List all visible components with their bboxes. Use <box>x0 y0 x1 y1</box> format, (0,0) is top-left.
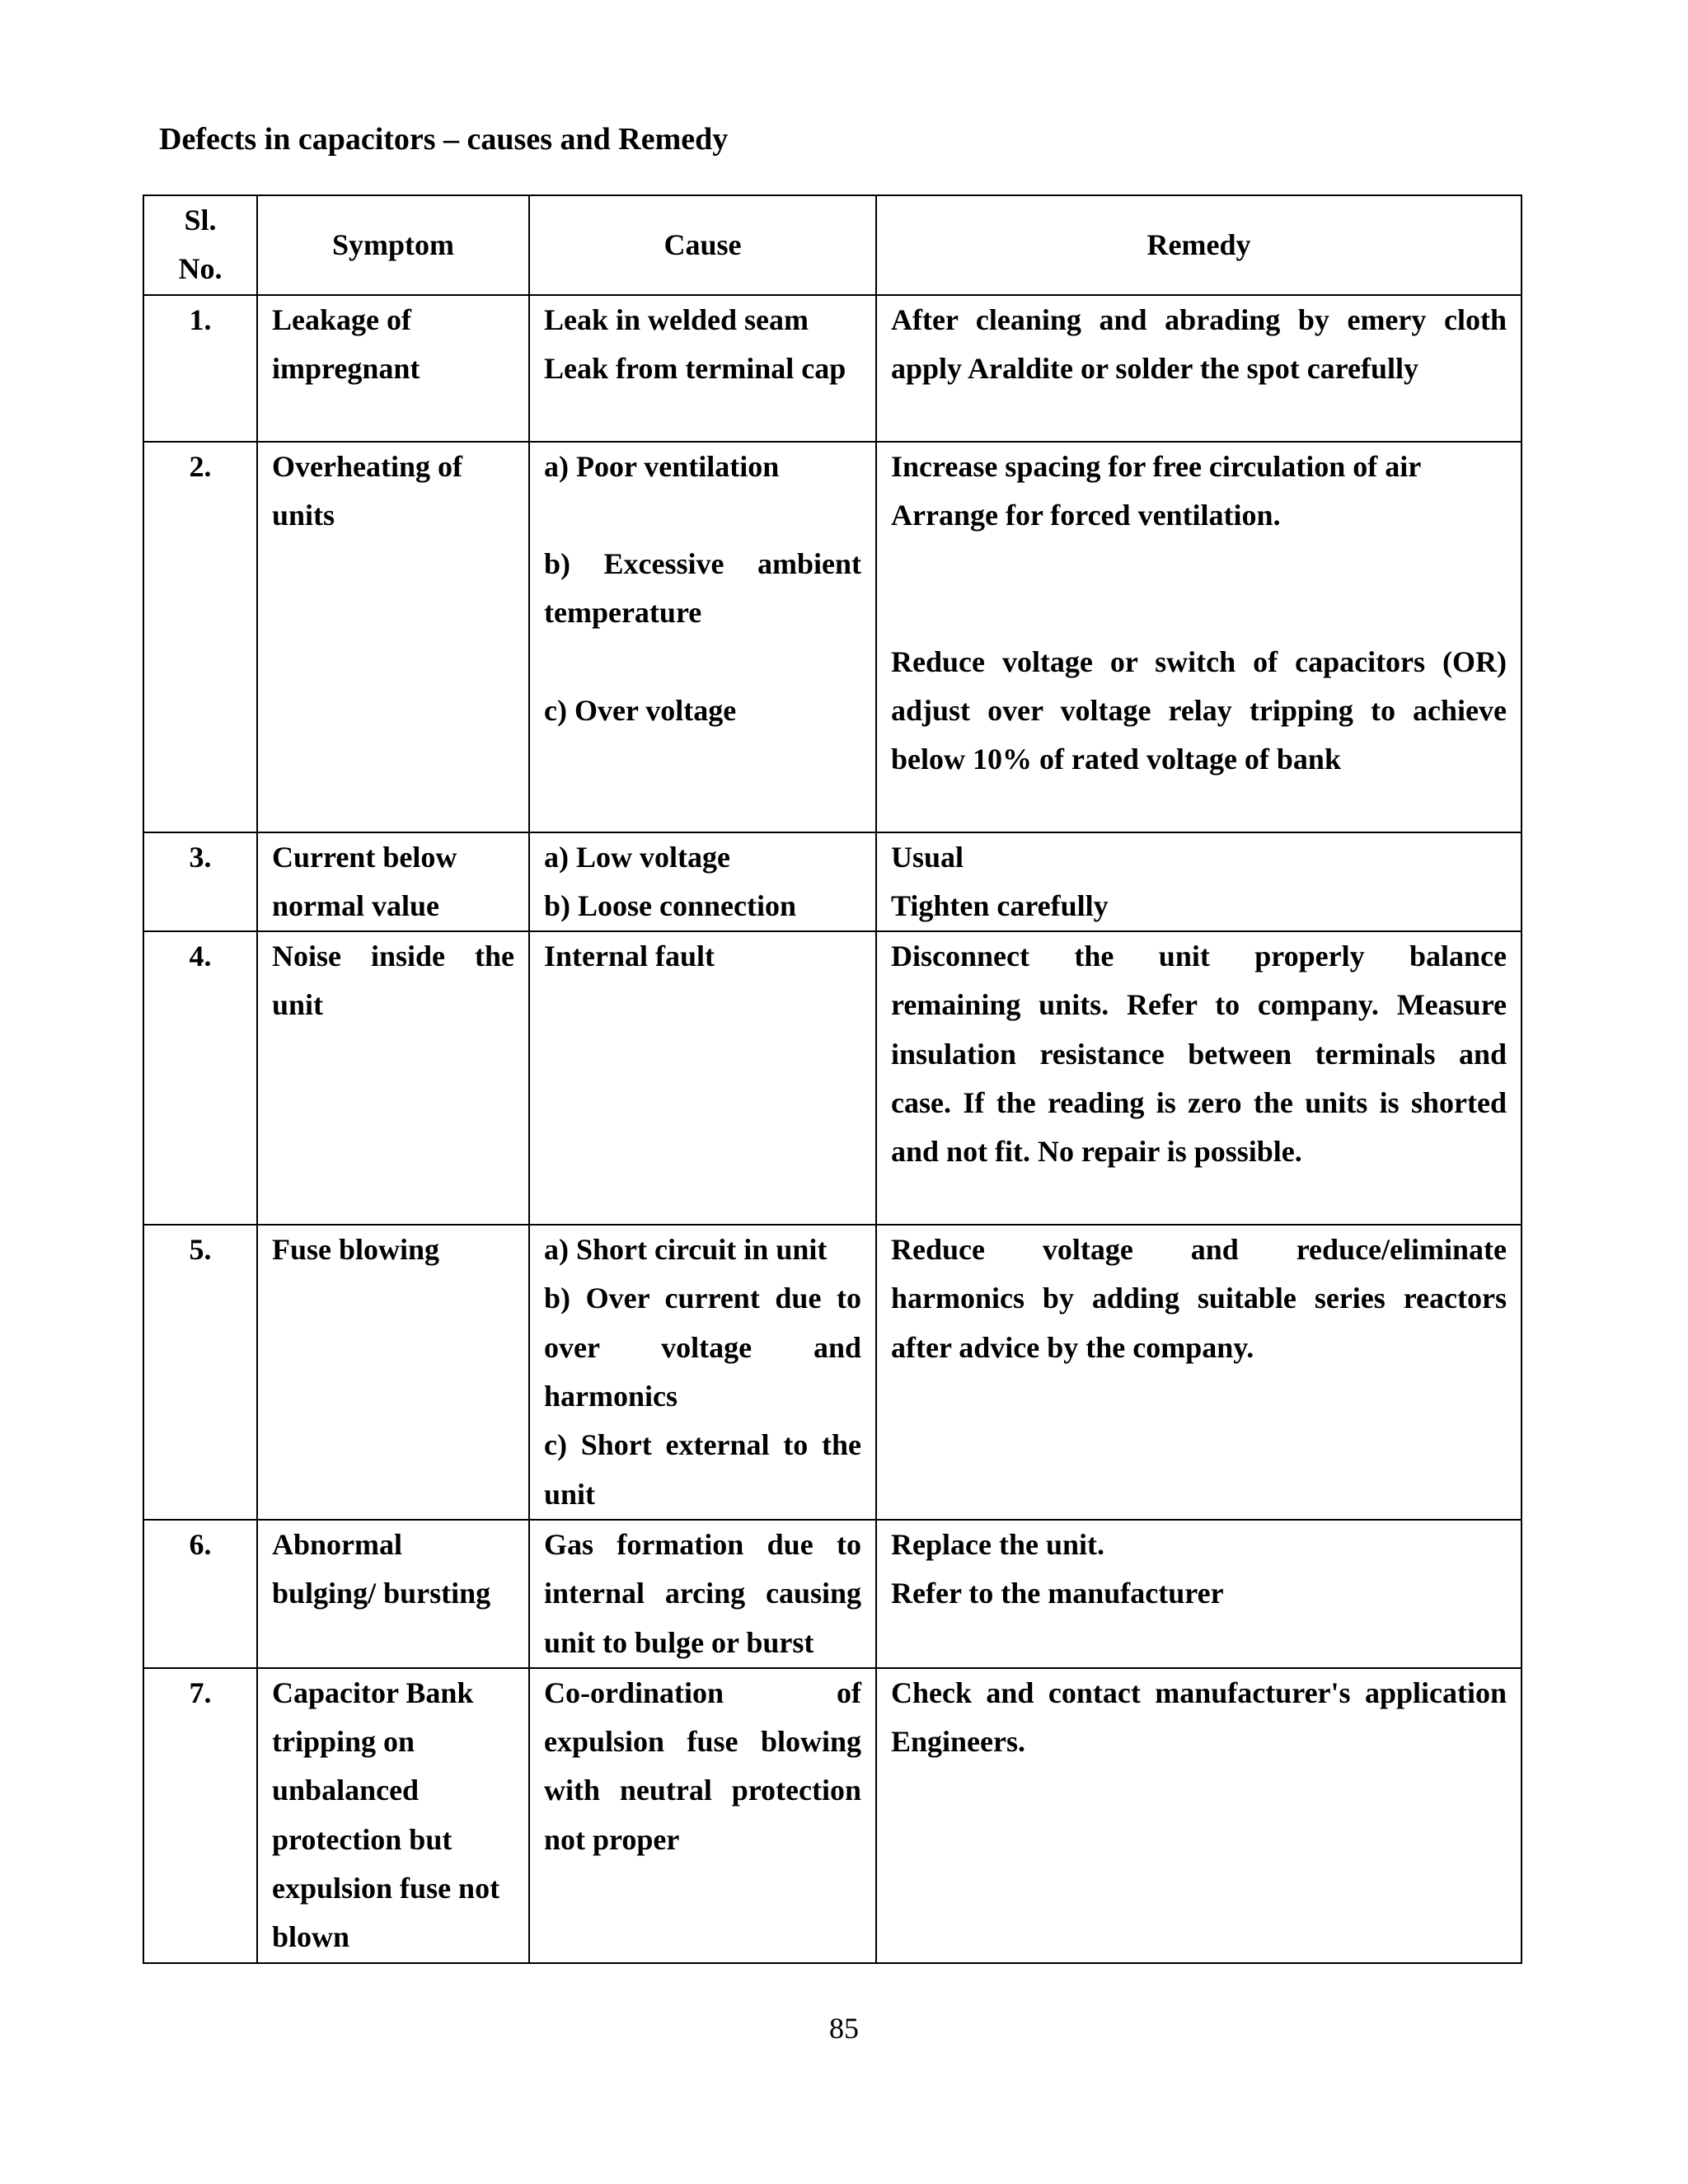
cause-cell: Internal fault <box>529 931 876 1225</box>
table-row <box>143 1520 1522 1668</box>
cause-cell: Co-ordination of expulsion fuse blowing with neutral protection not proper <box>529 1668 876 1963</box>
remedy-cell: Usual Tighten carefully <box>876 832 1522 932</box>
symptom-cell: Fuse blowing <box>257 1225 529 1520</box>
header-sl-no: Sl. No. <box>143 195 257 295</box>
symptom-cell: Current below normal value <box>257 832 529 932</box>
table-row <box>143 442 1522 832</box>
remedy-cell: Disconnect the unit properly balance remaining units. Refer to company. Measure insulation resistance between terminals and case. If the reading is zero the units is shorted and not fit. No repair is possible. <box>876 931 1522 1225</box>
symptom-cell: Abnormal bulging/ bursting <box>257 1520 529 1668</box>
symptom-cell: Overheating of units <box>257 442 529 832</box>
row-number: 6. <box>143 1520 257 1668</box>
table-row <box>143 1668 1522 1963</box>
page-number: 85 <box>829 2012 859 2045</box>
row-number: 2. <box>143 442 257 832</box>
header-cause: Cause <box>529 195 876 295</box>
remedy-cell: Increase spacing for free circulation of air Arrange for forced ventilation. Reduce voltage or switch of capacitors (OR) adjust over voltage relay tripping to achieve below 10% of rated voltage of bank <box>876 442 1522 832</box>
cause-cell: Gas formation due to internal arcing causing unit to bulge or burst <box>529 1520 876 1668</box>
remedy-cell: After cleaning and abrading by emery cloth apply Araldite or solder the spot carefully <box>876 295 1522 442</box>
symptom-cell: Capacitor Bank tripping on unbalanced protection but expulsion fuse not blown <box>257 1668 529 1963</box>
page-title: Defects in capacitors – causes and Remedy <box>159 122 729 157</box>
symptom-cell: Noise inside the unit <box>257 931 529 1225</box>
header-symptom: Symptom <box>257 195 529 295</box>
row-number: 7. <box>143 1668 257 1963</box>
table-row <box>143 295 1522 442</box>
remedy-cell: Replace the unit. Refer to the manufacturer <box>876 1520 1522 1668</box>
symptom-cell: Leakage of impregnant <box>257 295 529 442</box>
table-row <box>143 931 1522 1225</box>
table-row <box>143 1225 1522 1520</box>
row-number: 5. <box>143 1225 257 1520</box>
row-number: 1. <box>143 295 257 442</box>
cause-cell: a) Short circuit in unit b) Over current due to over voltage and harmonics c) Short external to the unit <box>529 1225 876 1520</box>
table-row <box>143 832 1522 932</box>
cause-cell: a) Low voltage b) Loose connection <box>529 832 876 932</box>
header-remedy: Remedy <box>876 195 1522 295</box>
row-number: 3. <box>143 832 257 932</box>
cause-cell: a) Poor ventilation b) Excessive ambient temperature c) Over voltage <box>529 442 876 832</box>
table-header-row <box>143 195 1522 295</box>
defects-table <box>143 194 1522 1964</box>
remedy-cell: Reduce voltage and reduce/eliminate harmonics by adding suitable series reactors after advice by the company. <box>876 1225 1522 1520</box>
row-number: 4. <box>143 931 257 1225</box>
remedy-cell: Check and contact manufacturer's application Engineers. <box>876 1668 1522 1963</box>
cause-cell: Leak in welded seam Leak from terminal cap <box>529 295 876 442</box>
